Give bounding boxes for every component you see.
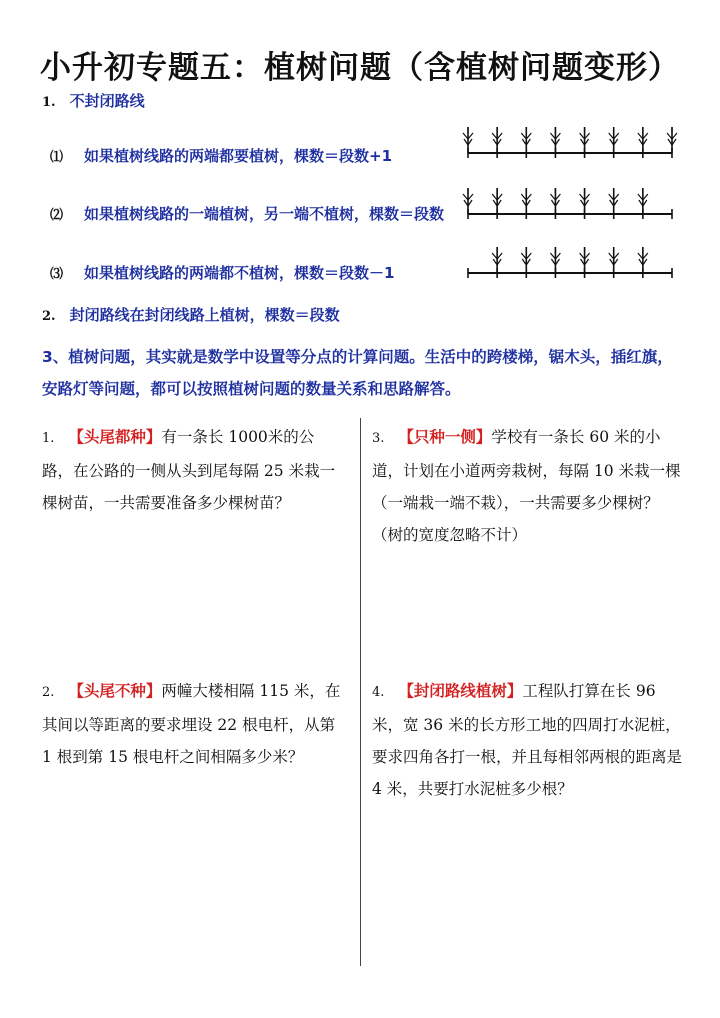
tree-icon	[667, 127, 677, 153]
rule-3-text: 如果植树线路的两端都不植树，棵数＝段数－1	[84, 264, 395, 282]
problem-4-tag: 【封闭路线植树】	[398, 681, 523, 700]
problem-4-number: 4.	[372, 685, 385, 700]
section-1-label: 不封闭路线	[69, 92, 145, 110]
tree-icon	[550, 127, 560, 153]
problem-2	[42, 675, 342, 773]
tree-icon	[638, 127, 648, 153]
rule-1	[50, 146, 392, 168]
tree-icon	[521, 188, 531, 214]
rule-1-text: 如果植树线路的两端都要植树，棵数＝段数+1	[84, 147, 393, 165]
problem-2-text: 两幢大楼相隔 115 米，在其间以等距离的要求埋设 22 根电杆，从第 1 根到第 15 根电杆之间相隔多少米？	[42, 682, 341, 766]
tree-icon	[550, 188, 560, 214]
tree-icon	[463, 127, 473, 153]
section-1-number: 1.	[42, 95, 56, 110]
tree-diagram-no-ends	[460, 242, 680, 282]
rule-2	[50, 204, 444, 226]
tree-icon	[609, 188, 619, 214]
tree-icon	[638, 188, 648, 214]
tree-icon	[580, 127, 590, 153]
tree-icon	[463, 188, 473, 214]
page-title: 小升初专题五：植树问题（含植树问题变形）	[40, 50, 680, 86]
tree-icon	[492, 247, 502, 273]
tree-diagram-one-end	[460, 183, 680, 223]
tree-icon	[580, 247, 590, 273]
tree-icon	[492, 188, 502, 214]
problem-1	[42, 421, 342, 519]
tree-icon	[521, 247, 531, 273]
section-2-number: 2.	[42, 309, 56, 324]
problem-3	[372, 421, 684, 551]
tree-icon	[550, 247, 560, 273]
tree-icon	[638, 247, 648, 273]
problem-1-text: 有一条长 1000米的公路，在公路的一侧从头到尾每隔 25 米栽一棵树苗，一共需要准备多少棵树苗？	[42, 428, 336, 512]
rule-3	[50, 263, 394, 285]
problem-3-number: 3.	[372, 431, 385, 446]
tree-icon	[609, 247, 619, 273]
problem-1-tag: 【头尾都种】	[68, 427, 162, 446]
rule-2-number: ⑵	[50, 208, 64, 223]
section-2-text: 封闭路线在封闭线路上植树，棵数＝段数	[69, 306, 340, 324]
section-1-heading	[42, 91, 145, 113]
tree-icon	[521, 127, 531, 153]
column-divider	[360, 418, 361, 966]
problem-4	[372, 675, 684, 805]
rule-1-number: ⑴	[50, 150, 64, 165]
tree-diagram-both-ends	[460, 122, 680, 162]
problem-3-text: 学校有一条长 60 米的小道，计划在小道两旁栽树，每隔 10 米栽一棵（一端栽一端不栽），一共需要多少棵树？（树的宽度忽略不计）	[372, 428, 681, 544]
section-3-paragraph: 3、植树问题，其实就是数学中设置等分点的计算问题。生活中的跨楼梯，锯木头，插红旗，安路灯等问题，都可以按照植树问题的数量关系和思路解答。	[42, 348, 673, 398]
problem-1-number: 1.	[42, 431, 55, 446]
rule-2-text: 如果植树线路的一端植树，另一端不植树，棵数＝段数	[84, 205, 445, 223]
tree-icon	[492, 127, 502, 153]
tree-icon	[609, 127, 619, 153]
problem-4-text: 工程队打算在长 96 米，宽 36 米的长方形工地的四周打水泥桩，要求四角各打一根，并且每相邻两根的距离是 4 米，共要打水泥桩多少根？	[372, 682, 683, 798]
problem-2-number: 2.	[42, 685, 55, 700]
section-2	[42, 305, 340, 327]
problem-2-tag: 【头尾不种】	[68, 681, 162, 700]
rule-3-number: ⑶	[50, 267, 64, 282]
tree-icon	[580, 188, 590, 214]
problem-3-tag: 【只种一侧】	[398, 427, 492, 446]
